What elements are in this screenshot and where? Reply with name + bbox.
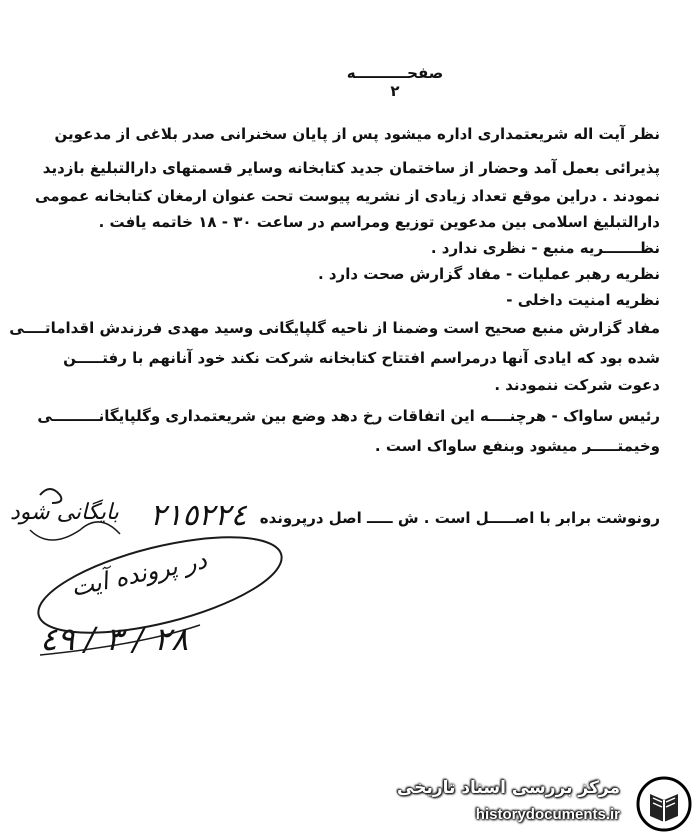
body-line: نظـــــــریه منبع - نظری ندارد . [430,239,660,257]
signature-scribble [40,489,61,503]
book-logo-icon [636,776,692,832]
body-line: نظریه امنیت داخلی - [506,291,660,309]
handwritten-note-top: بایگانی شود [10,500,119,525]
certification-line: رونوشت برابر با اصـــــل است . ش ـــــ اصل درپرونده [259,509,660,527]
body-line: وخیمتـــــر میشود وبنفع ساواک است . [374,437,660,455]
body-line: مفاد گزارش منبع صحیح است وضمنا از ناحیه گلپایگانی وسید مهدی فرزندش اقداماتــــی [9,319,660,337]
handwritten-date: ٢٨ / ٣ / ٤٩ [40,620,189,658]
signature-ellipse [30,518,291,652]
watermark-url: historydocuments.ir [475,806,620,823]
body-line: نظریه رهبر عملیات - مفاد گزارش صحت دارد . [317,265,660,283]
body-line: رئیس ساواک - هرچنــــه این اتفاقات رخ دهد وضع بین شریعتمداری وگلپایگانـــــــــی [37,407,660,425]
body-line: پذیرائی بعمل آمد وحضار از ساختمان جدید کتابخانه وسایر قسمتهای دارالتبلیغ بازدید [42,159,660,177]
watermark [397,770,700,837]
signature-scribble [30,522,120,540]
body-line: شده بود که ایادی آنها درمراسم افتتاح کتابخانه شرکت نکند خود آنانهم با رفتـــــن [63,349,660,367]
date-underline [40,625,200,655]
body-line: نمودند . دراین موقع تعداد زیادی از نشریه پیوست تحت عنوان ارمغان کتابخانه عمومی [35,187,660,205]
watermark-title: مرکز بررسی اسناد تاریخی [397,778,620,798]
body-line: دارالتبلیغ اسلامی بین مدعوین توزیع ومراسم در ساعت ٣٠ - ١٨ خاتمه یافت . [98,213,660,231]
handwritten-note-side: در پرونده آیت [68,545,210,603]
body-line: نظر آیت اله شریعتمداری اداره میشود پس از پایان سخنرانی صدر بلاغی از مدعوین [54,125,660,143]
body-line: دعوت شرکت ننمودند . [494,376,660,394]
handwritten-number: ٢١٥٢٢٤ [150,498,247,533]
page-number: صفحــــــــــه ٢ [346,64,444,100]
